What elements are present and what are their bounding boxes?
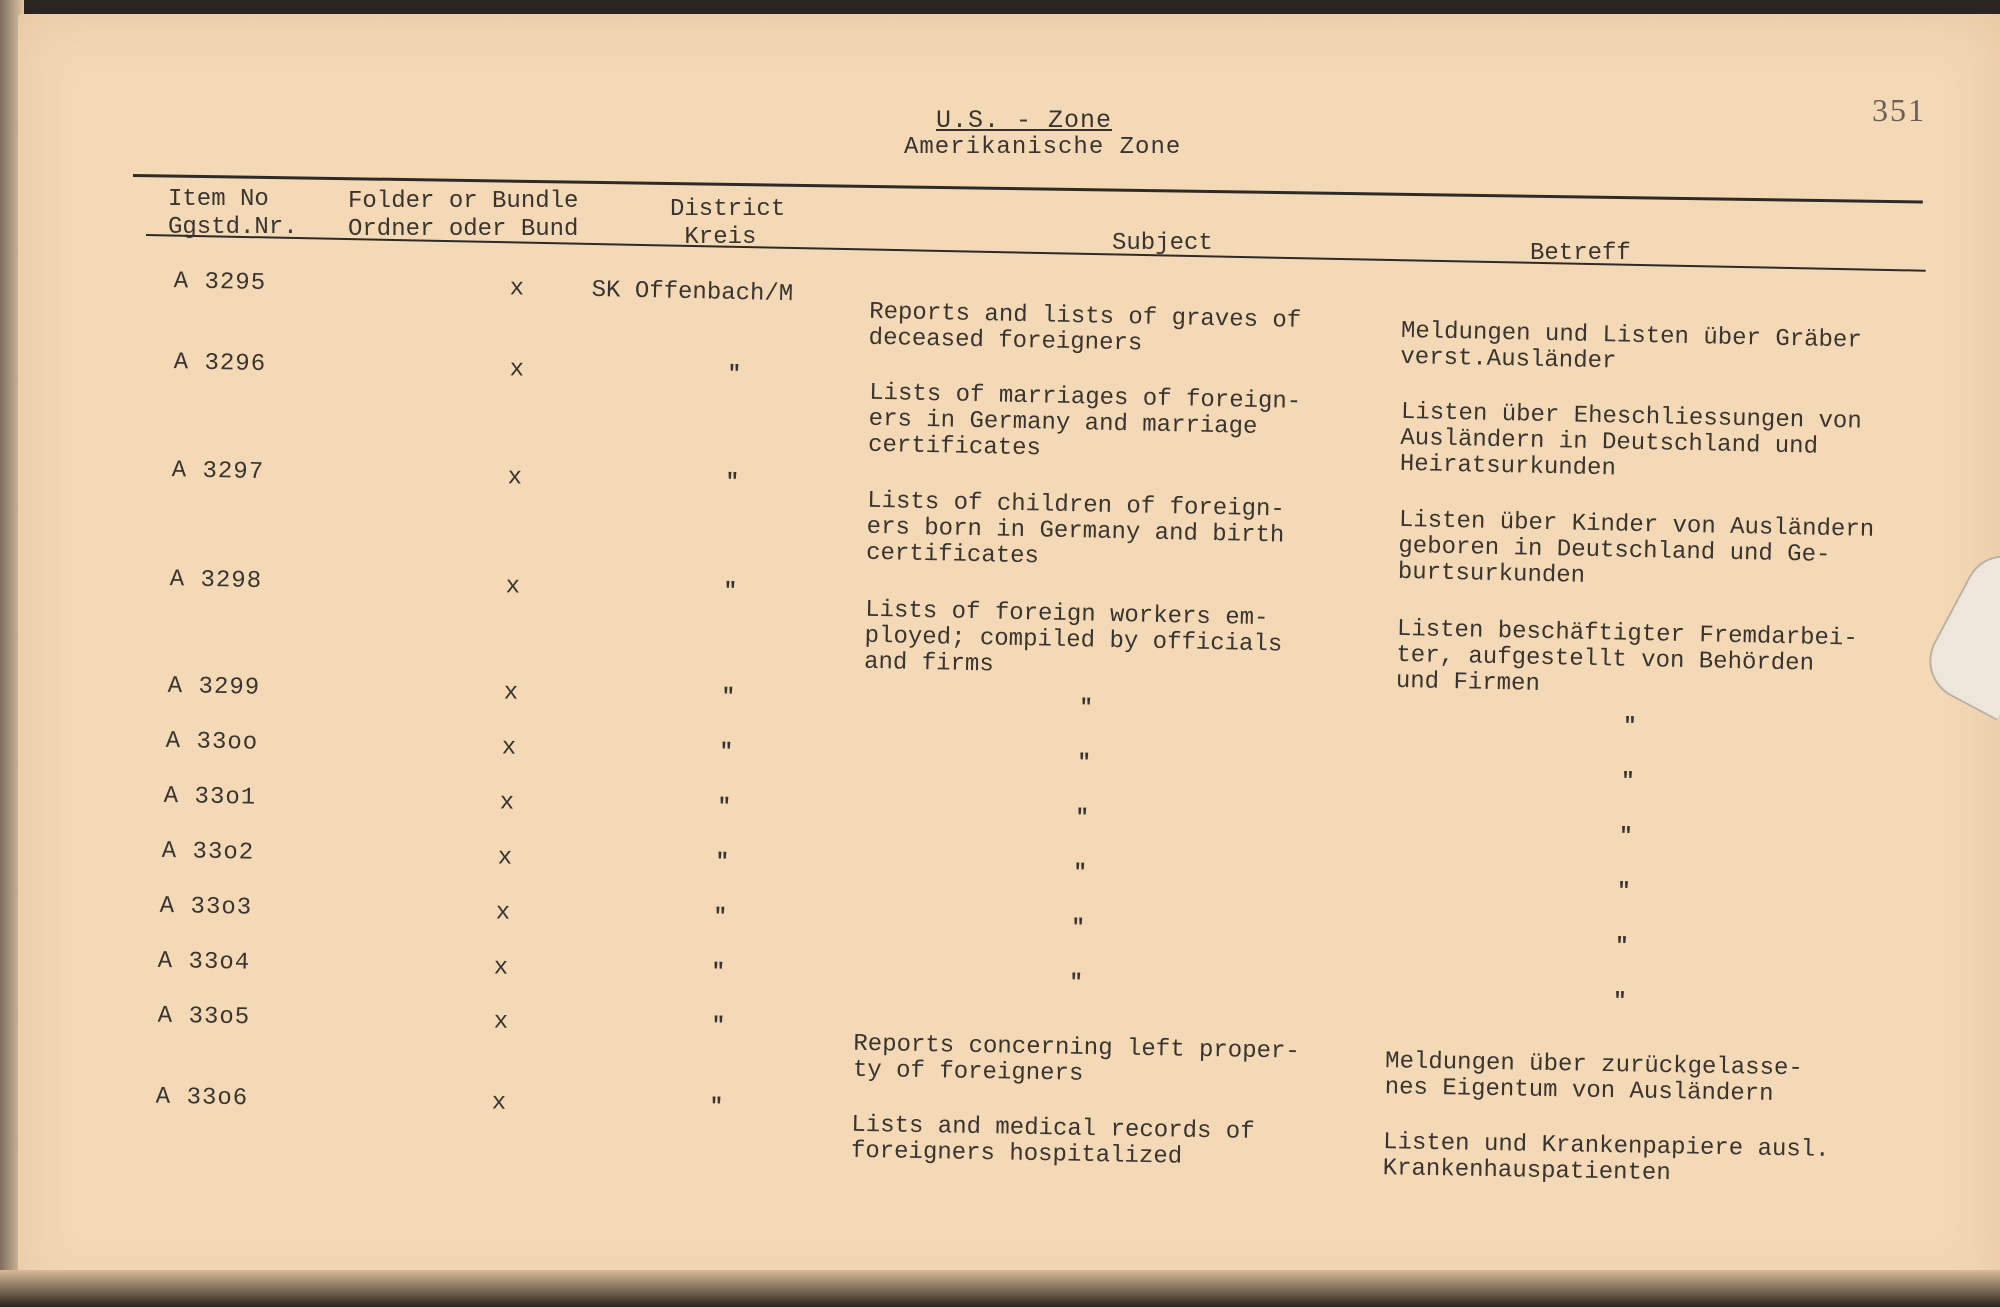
page-edge-shadow <box>0 1270 2000 1307</box>
column-header-subject: Subject <box>1112 230 1213 257</box>
district-name: SK Offenbach/M <box>591 276 794 309</box>
district-name: " <box>727 361 742 388</box>
item-number: A 3297 <box>171 457 265 487</box>
column-header-district: District Kreis <box>670 196 786 251</box>
district-name: " <box>711 1013 726 1039</box>
betreff-text: " <box>1616 878 1631 905</box>
subject-text: Lists of children of foreign- ers born in Germany and birth certificates <box>865 487 1286 571</box>
betreff-text: Listen über Eheschliessungen von Ausländern in Deutschland und Heiratsurkunden <box>1399 398 1862 483</box>
subject-text: Lists of foreign workers em- ployed; compiled by officials and firms <box>863 596 1283 679</box>
subject-text: Reports concerning left proper- ty of foreigners <box>852 1030 1301 1088</box>
betreff-text: Listen beschäftigter Fremdarbei- ter, aufgestellt von Behörden und Firmen <box>1395 615 1858 698</box>
subject-text: " <box>1077 750 1091 776</box>
subject-text: " <box>1079 695 1093 721</box>
district-name: " <box>721 684 736 710</box>
folder-mark: x <box>497 844 513 872</box>
column-header-folder: Folder or Bundle Ordner oder Bund <box>348 188 579 243</box>
subject-text: Lists of marriages of foreign- ers in Germany and marriage certificates <box>867 379 1302 463</box>
folder-mark: x <box>493 1008 509 1036</box>
subject-text: " <box>1073 860 1087 886</box>
page-title: U.S. - Zone <box>936 106 1113 135</box>
column-header-item: Item No Ggstd.Nr. <box>168 186 298 241</box>
item-number: A 33o5 <box>157 1002 251 1032</box>
betreff-text: " <box>1620 768 1635 795</box>
column-header-betreff: Betreff <box>1530 240 1631 267</box>
folder-mark: x <box>509 356 525 384</box>
folder-mark: x <box>493 954 509 982</box>
document-page <box>18 14 2000 1299</box>
subject-text: " <box>1069 970 1083 996</box>
district-name: " <box>723 578 738 605</box>
item-number: A 33o1 <box>163 782 257 812</box>
item-number: A 3298 <box>169 566 263 596</box>
page-subtitle: Amerikanische Zone <box>904 134 1182 161</box>
item-number: A 33oo <box>165 727 259 757</box>
subject-text: " <box>1071 915 1085 941</box>
item-number: A 33o6 <box>155 1083 249 1113</box>
district-name: " <box>717 794 732 820</box>
item-number: A 33o2 <box>161 837 255 867</box>
betreff-text: " <box>1618 823 1633 850</box>
page-number: 351 <box>1872 92 1926 128</box>
district-name: " <box>711 959 726 985</box>
betreff-text: " <box>1622 713 1637 740</box>
district-name: " <box>713 904 728 930</box>
folder-mark: x <box>507 464 523 492</box>
folder-mark: x <box>499 789 515 817</box>
item-number: A 3296 <box>173 349 267 379</box>
subject-text: Reports and lists of graves of deceased foreigners <box>868 298 1302 358</box>
folder-mark: x <box>491 1089 507 1117</box>
district-name: " <box>709 1094 724 1120</box>
betreff-text: Listen und Krankenpapiere ausl. Krankenhauspatienten <box>1382 1129 1830 1188</box>
district-name: " <box>715 849 730 875</box>
folder-mark: x <box>509 275 525 303</box>
folder-mark: x <box>505 573 521 601</box>
item-number: A 3299 <box>167 672 261 702</box>
betreff-text: " <box>1614 933 1629 960</box>
item-number: A 33o4 <box>157 947 251 977</box>
betreff-text: Meldungen und Listen über Gräber verst.Ausländer <box>1400 317 1862 376</box>
betreff-text: Meldungen über zurückgelasse- nes Eigentum von Ausländern <box>1384 1048 1803 1108</box>
betreff-text: " <box>1612 988 1627 1015</box>
item-number: A 3295 <box>173 268 267 298</box>
subject-text: Lists and medical records of foreigners hospitalized <box>850 1111 1255 1171</box>
item-number: A 33o3 <box>159 892 253 922</box>
subject-text: " <box>1075 805 1089 831</box>
betreff-text: Listen über Kinder von Ausländern geboren in Deutschland und Ge- burtsurkunden <box>1397 506 1875 590</box>
district-name: " <box>719 739 734 765</box>
folder-mark: x <box>495 899 511 927</box>
folder-mark: x <box>503 679 519 707</box>
district-name: " <box>725 469 740 496</box>
folder-mark: x <box>501 734 517 762</box>
